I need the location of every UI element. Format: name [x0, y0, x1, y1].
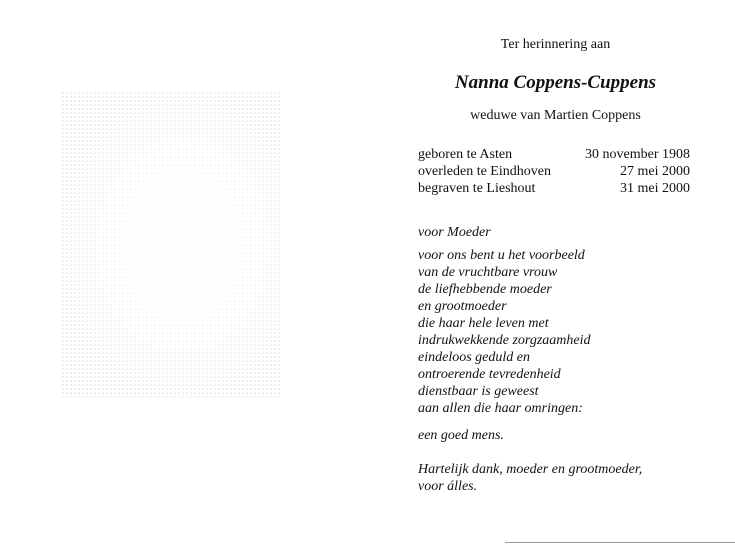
fact-date: 31 mei 2000 [620, 181, 690, 196]
fact-label: overleden te Eindhoven [418, 164, 551, 179]
fact-row-died [418, 163, 690, 180]
thanks-line: Hartelijk dank, moeder en grootmoeder, [418, 462, 643, 477]
deceased-name: Nanna Coppens-Cuppens [454, 72, 657, 93]
poem-body [418, 247, 591, 417]
scan-edge-line [505, 542, 735, 543]
intro-text: Ter herinnering aan [500, 37, 611, 52]
life-facts [418, 146, 690, 197]
poem-line: eindeloos geduld en [418, 350, 530, 365]
fact-label: geboren te Asten [418, 147, 513, 162]
poem-line: van de vruchtbare vrouw [418, 265, 558, 280]
thanks-line: voor álles. [418, 479, 478, 494]
fact-row-born [418, 146, 690, 163]
fact-label: begraven te Lieshout [418, 181, 536, 196]
fact-date: 27 mei 2000 [620, 164, 690, 179]
poem-title: voor Moeder [418, 225, 491, 240]
widow-of-text: weduwe van Martien Coppens [470, 108, 641, 123]
poem-line: aan allen die haar omringen: [418, 401, 583, 416]
poem-line: die haar hele leven met [418, 316, 549, 331]
poem-line: indrukwekkende zorgzaamheid [418, 333, 591, 348]
poem-ending: een goed mens. [418, 428, 504, 443]
poem-line: ontroerende tevredenheid [418, 367, 561, 382]
fact-date: 30 november 1908 [585, 147, 690, 162]
poem-line: de liefhebbende moeder [418, 282, 552, 297]
poem-line: dienstbaar is geweest [418, 384, 539, 399]
thanks-text [418, 461, 642, 495]
poem-line: en grootmoeder [418, 299, 507, 314]
poem-line: voor ons bent u het voorbeeld [418, 248, 585, 263]
fact-row-buried [418, 180, 690, 197]
portrait-photo-fade [62, 92, 282, 397]
